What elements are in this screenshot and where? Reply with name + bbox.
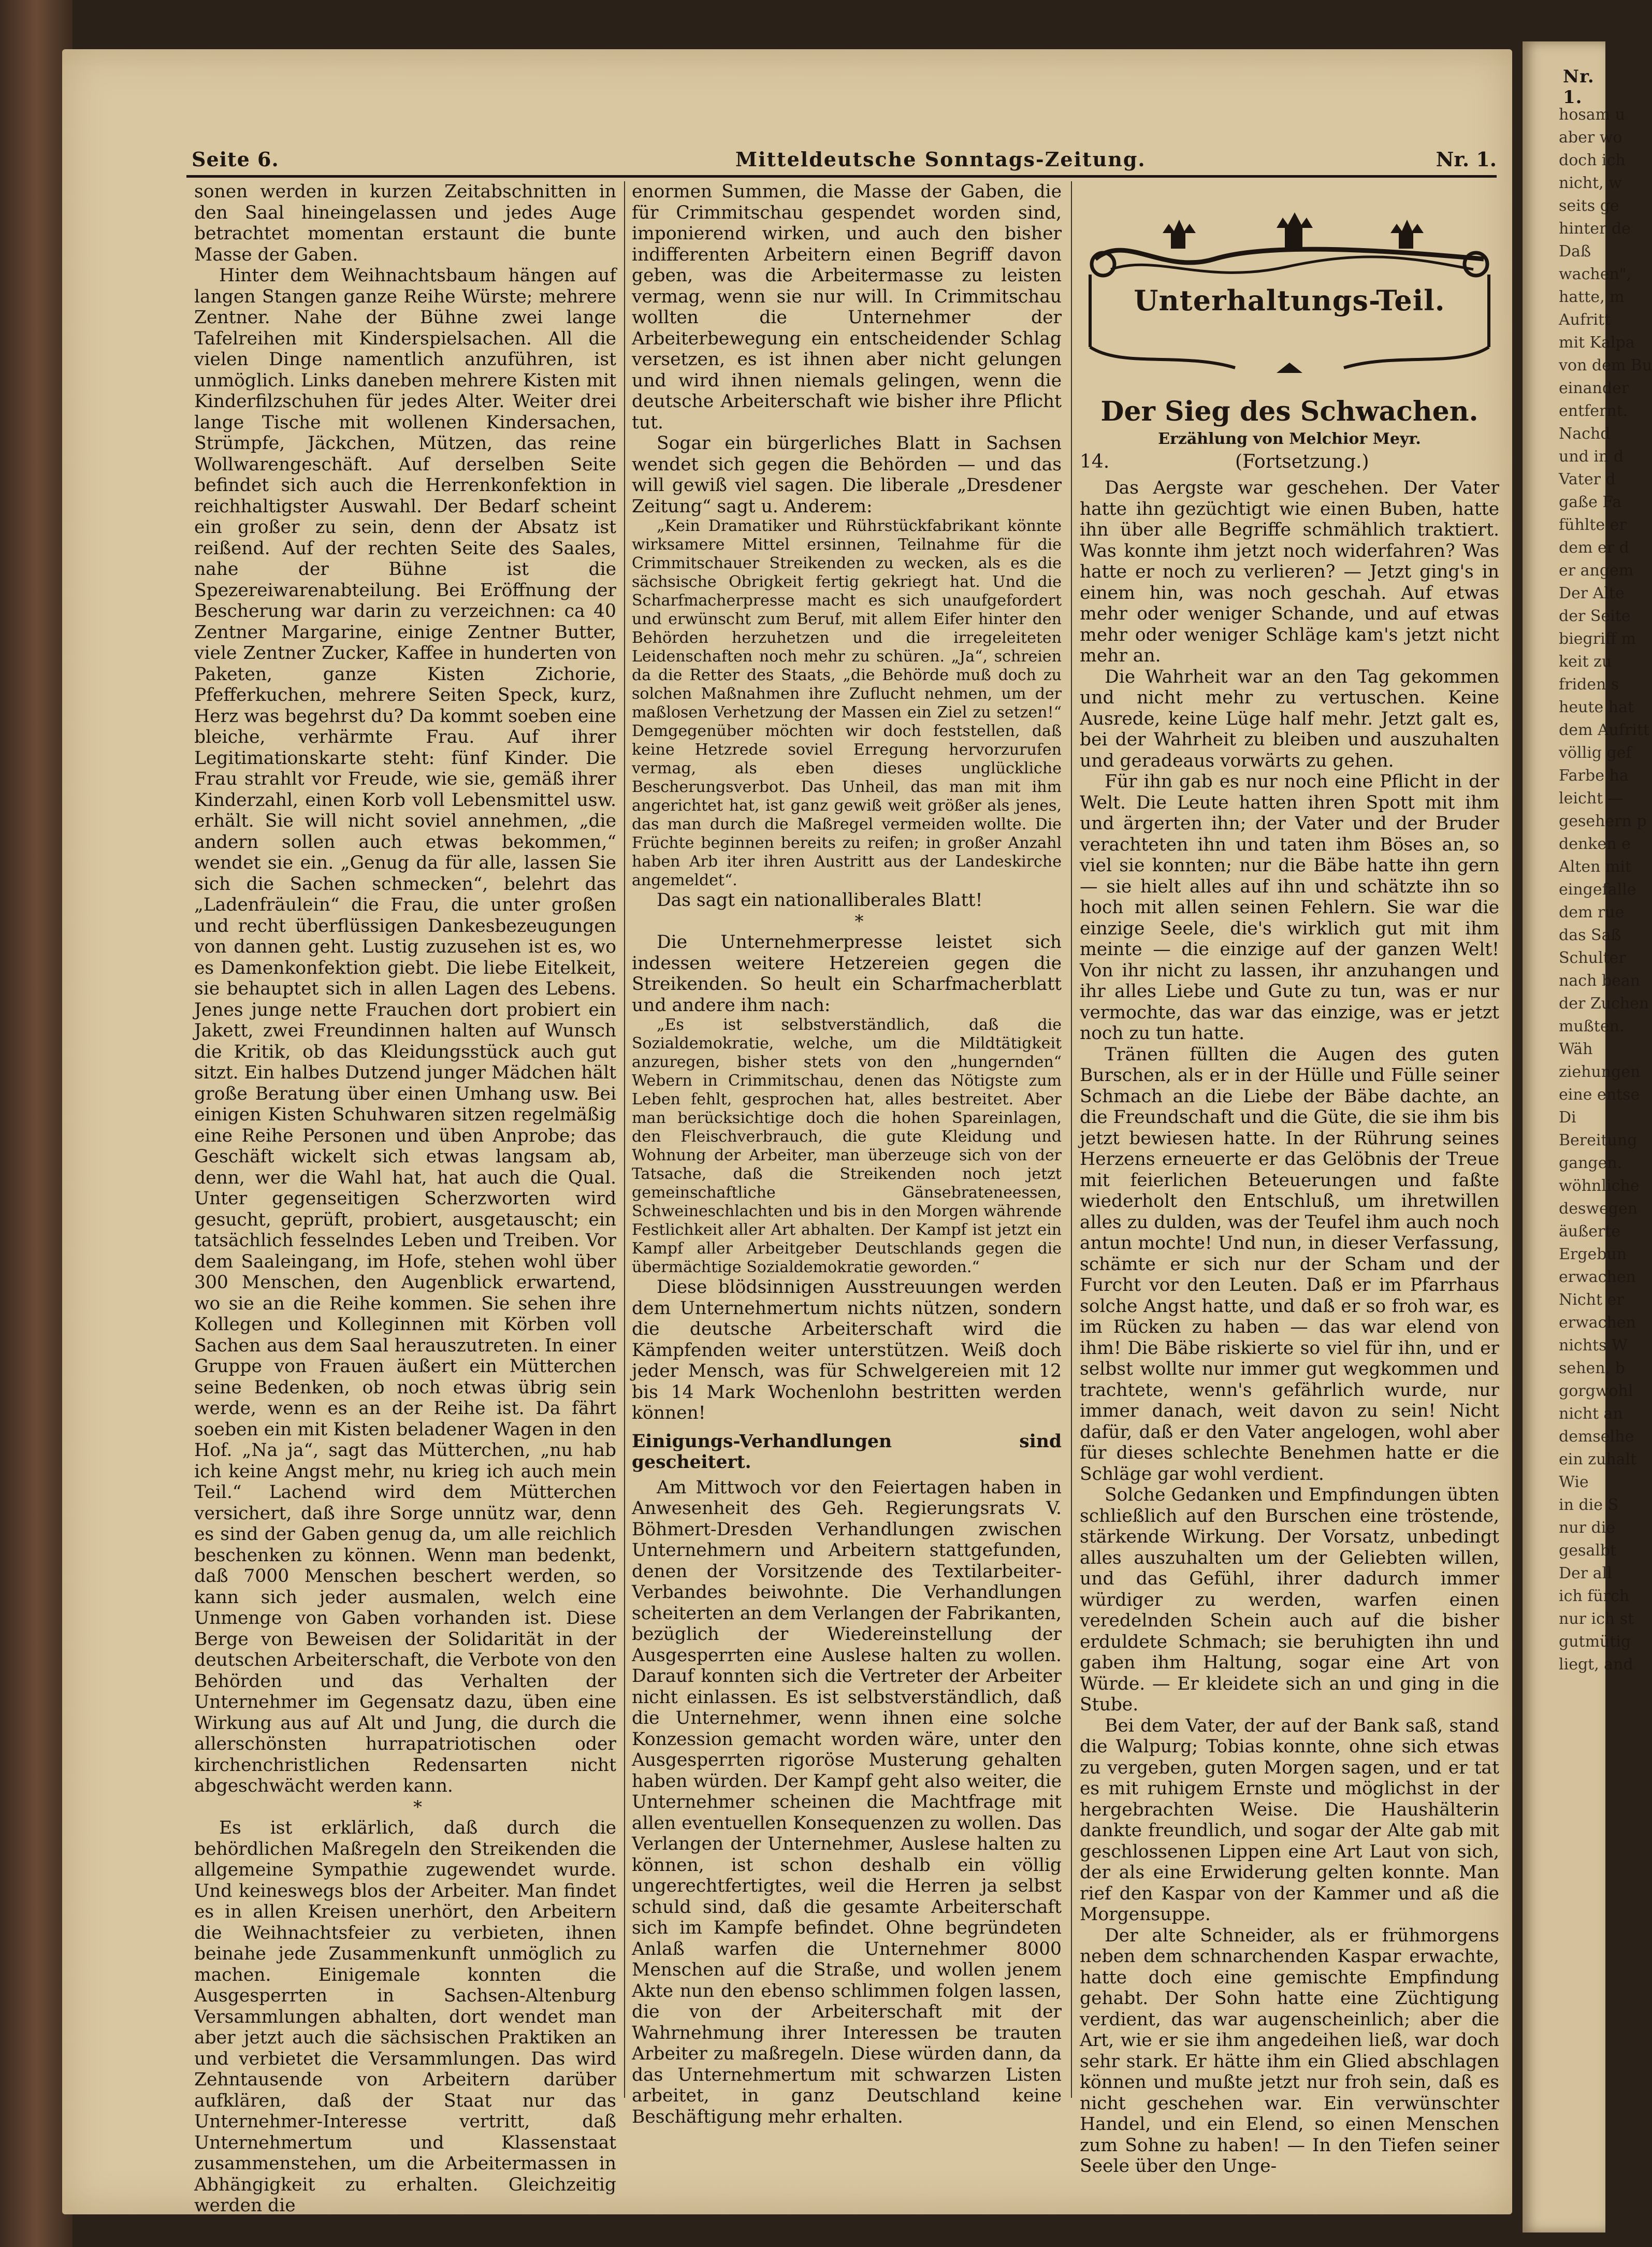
- adjacent-page-line: leicht —: [1559, 789, 1629, 808]
- adjacent-page-line: erwachen: [1559, 1314, 1636, 1332]
- story-paragraph: Die Wahrheit war an den Tag gekommen und nicht mehr zu vertuschen. Keine Ausrede, keine Lüge half mehr. Jetzt galt es, bei der Wahrheit zu bleiben und auszuhalten und geradeaus vorwärts zu gehen.: [1080, 666, 1499, 771]
- section-separator: *: [413, 1796, 422, 1818]
- adjacent-page-line: Schulter: [1559, 949, 1626, 967]
- adjacent-page-line: gesehern p: [1559, 812, 1647, 830]
- adjacent-page-line: ich fürch: [1559, 1587, 1630, 1605]
- adjacent-page-line: denken e: [1559, 835, 1631, 853]
- adjacent-page-line: Daß: [1559, 242, 1591, 261]
- adjacent-page-line: nach bean: [1559, 972, 1641, 990]
- adjacent-page-line: Nicht er: [1559, 1291, 1624, 1309]
- article-column-2: [632, 181, 1062, 2127]
- adjacent-page-line: er angem: [1559, 561, 1634, 580]
- adjacent-page-line: hosam u: [1559, 106, 1625, 124]
- article-column-1: [194, 181, 616, 2216]
- adjacent-page-line: nicht an: [1559, 1405, 1623, 1423]
- section-title: Unterhaltungs-Teil.: [1134, 284, 1445, 317]
- adjacent-page-line: Ergebun: [1559, 1245, 1627, 1263]
- adjacent-page-line: gesalbt: [1559, 1542, 1617, 1560]
- adjacent-page-line: mußten.: [1559, 1017, 1625, 1035]
- adjacent-page-line: gangen.: [1559, 1154, 1622, 1172]
- book-binding: [0, 0, 73, 2247]
- adjacent-page-line: dem er d: [1559, 539, 1629, 557]
- story-paragraph: Tränen füllten die Augen des guten Burschen, als er in der Hülle und Fülle seiner Schmach an die Liebe der Bäbe dachte, an die Freundschaft und die Güte, die sie ihm bis jetzt bewiesen hatte. In der Rührung seines Herzens erneuerte er das Gelöbnis der Treue mit feierlichen Beteuerungen und faßte wiederholt den Entschluß, um ihretwillen alles zu dulden, was der Teufel ihm auch noch antun mochte! Und nun, in dieser Verfassung, schämte er sich nur der Scham und der Furcht vor den Leuten. Daß er im Pfarrhaus solche Angst hatte, und daß er so froh war, es im Rücken zu haben — das war elend von ihm! Die Bäbe riskierte so viel für ihn, und er selbst wollte nur immer gut wegkommen und trachtete, wenn's gefährlich wurde, nur immer danach, weit davon zu sein! Nicht dafür, daß er den Vater angelogen, wohl aber für dieses schlechte Benehmen hatte er die Schläge gar wohl verdient.: [1080, 1044, 1499, 1485]
- adjacent-page-line: dem rue: [1559, 903, 1625, 921]
- adjacent-page-line: wöhnliche: [1559, 1177, 1640, 1195]
- adjacent-page-line: gutmütig: [1559, 1633, 1631, 1651]
- adjacent-page-line: ein zuhalt: [1559, 1450, 1637, 1468]
- story-author: Erzählung von Melchior Meyr.: [1158, 429, 1421, 448]
- story-part-line: [1080, 452, 1499, 474]
- adjacent-page-line: das Saß: [1559, 926, 1621, 944]
- adjacent-page-edge: [1523, 41, 1652, 2232]
- adjacent-page-line: nur ich st: [1559, 1610, 1634, 1628]
- adjacent-page-line: erwachen: [1559, 1268, 1636, 1286]
- adjacent-page-line: eingefalle: [1559, 881, 1636, 899]
- adjacent-page-line: deswegen: [1559, 1200, 1638, 1218]
- page-header: [114, 148, 1497, 179]
- adjacent-page-line: völlig gef: [1559, 744, 1632, 762]
- story-paragraph: Das Aergste war geschehen. Der Vater hatte ihn gezüchtigt wie einen Buben, hatte ihn über alle Begriffe schmählich traktiert. Was konnte ihm jetzt noch widerfahren? Was hatte er noch zu verlieren? — Jetzt ging's in einem hin, was noch geschah. Auf etwas mehr oder weniger Schande, und auf etwas mehr oder weniger Schläge kam's jetzt nicht mehr an.: [1080, 478, 1499, 666]
- article-heading: Einigungs-Verhandlungen sind gescheitert.: [632, 1431, 1062, 1473]
- adjacent-page-line: eine entse: [1559, 1086, 1640, 1104]
- adjacent-page-line: seits ge: [1559, 197, 1619, 215]
- adjacent-page-line: ziehungen: [1559, 1063, 1641, 1081]
- adjacent-page-header: Nr. 1.: [1563, 66, 1595, 108]
- adjacent-page-line: gorgwohl: [1559, 1382, 1633, 1400]
- adjacent-page-line: und in d: [1559, 448, 1624, 466]
- paragraph: „Kein Dramatiker und Rührstückfabrikant könnte wirksamere Mittel ersinnen, Teilnahme für die Crimmitschauer Streikenden zu wecken, als es die sächsische Obrigkeit fertig gekriegt hat. Und die Scharfmacherpresse macht es sich unaufgefordert und erwünscht zum Beruf, mit allem Eifer hinter den Behörden herzuhetzen und die irregeleiteten Leidenschaften noch mehr zu schüren. „Ja“, schreien da die Retter des Staats, „die Behörde muß doch zu solchen Maßnahmen ihre Zuflucht nehmen, um der maßlosen Verhetzung der Massen ein Ziel zu setzen!“ Demgegenüber möchten wir doch feststellen, daß keine Hetzrede soviel Erregung hervorzurufen vermag, als eben dieses unglückliche Bescherungsverbot. Das Unheil, das man mit ihm angerichtet hat, ist ganz gewiß weit größer als jenes, das man durch die Maßregel vermeiden wollte. Die Früchte beginnen bereits zu reifen; in großer Anzahl haben Arb iter ihren Austritt aus der Landeskirche angemeldet“.: [632, 517, 1062, 889]
- adjacent-page-line: nichts W: [1559, 1336, 1628, 1355]
- adjacent-page-line: mit Kalpa: [1559, 334, 1635, 352]
- adjacent-page-line: Aufritt: [1559, 311, 1611, 329]
- adjacent-page-line: nicht, w: [1559, 174, 1622, 192]
- adjacent-page-line: Farbe ha: [1559, 767, 1629, 785]
- adjacent-page-line: Nachd: [1559, 425, 1611, 443]
- column-divider: [624, 181, 625, 2098]
- adjacent-page-line: einander: [1559, 379, 1629, 397]
- continuation-note: (Fortsetzung.): [1235, 451, 1369, 472]
- adjacent-page-line: dem Aufritt: [1559, 721, 1650, 739]
- paragraph: Das sagt ein nationalliberales Blatt!: [657, 890, 983, 911]
- adjacent-page-line: der Zuchen: [1559, 995, 1649, 1013]
- adjacent-page-line: liegt, and: [1559, 1655, 1633, 1674]
- adjacent-page-line: Di: [1559, 1108, 1576, 1127]
- adjacent-page-line: der Seite: [1559, 607, 1631, 625]
- column-divider: [1071, 181, 1072, 2098]
- paragraph: „Es ist selbstverständlich, daß die Sozialdemokratie, welche, um die Mildtätigkeit anzuregen, bisher stets von den „hungernden“ Webern in Crimmitschau, denen das Nötigste zum Leben fehlt, gesprochen hat, alles bestreitet. Aber man berücksichtige doch die hohen Spareinlagen, den Fleischverbrauch, die gute Kleidung und Wohnung der Arbeiter, man überzeuge sich von der Tatsache, daß die Streikenden noch jetzt gemeinschaftliche Gänsebrateneessen, Schweineschlachten und bis in den Morgen währende Festlichkeit aller Art abhalten. Der Kampf ist jetzt ein Kampf aller Arbeitgeber Deutschlands gegen die übermächtige Sozialdemokratie geworden.“: [632, 1016, 1062, 1276]
- part-number: 14.: [1080, 451, 1110, 472]
- paragraph: Es ist erklärlich, daß durch die behördlichen Maßregeln den Streikenden die allgemeine Sympathie zugewendet wurde. Und keineswegs blos der Arbeiter. Man findet es in allen Kreisen unerhört, den Arbeitern die Weihnachtsfeier zu verbieten, ihnen beinahe jede Zusammenkunft unmöglich zu machen. Einigemale konnten die Ausgesperrten in Sachsen-Altenburg Versammlungen abhalten, dort wendet man aber jetzt auch die sächsischen Praktiken an und verbietet die Versammlungen. Das wird Zehntausende von Arbeitern darüber aufklären, daß der Staat nur das Unternehmer-Interesse vertritt, daß Unternehmertum und Klassenstaat zusammenstehen, um die Arbeitermassen in Abhängigkeit zu erhalten. Gleichzeitig werden die: [194, 1818, 616, 2216]
- adjacent-page-line: Der all: [1559, 1564, 1612, 1582]
- adjacent-page-line: gaße Fa: [1559, 493, 1622, 511]
- paragraph: enormen Summen, die Masse der Gaben, die für Crimmitschau gespendet worden sind, imponierend wirken, und auch den bisher indifferenten Arbeitern einen Begriff davon geben, was die Arbeitermasse zu leisten vermag, wenn sie nur will. In Crimmitschau wollten die Unternehmer der Arbeiterbewegung ein entscheidender Schlag versetzen, es ist ihnen aber nicht gelungen und wird ihnen niemals gelingen, wenn die deutsche Arbeiterschaft wie bisher ihre Pflicht tut.: [632, 181, 1062, 433]
- adjacent-page-line: Bereitung: [1559, 1131, 1637, 1149]
- adjacent-page-line: äußerte: [1559, 1222, 1621, 1241]
- paragraph: Diese blödsinnigen Ausstreuungen werden dem Unternehmertum nichts nützen, sondern die deutsche Arbeiterschaft wird die Kämpfenden weiter unterstützen. Weiß doch jeder Mensch, was für Schwelgereien mit 12 bis 14 Mark Wochenlohn bestritten werden können!: [632, 1277, 1062, 1423]
- story-paragraph: Bei dem Vater, der auf der Bank saß, stand die Walpurg; Tobias konnte, ohne sich etwas zu vergeben, guten Morgen sagen, und er tat es mit ruhigem Ernste und möglichst in der hergebrachten Weise. Die Haushälterin dankte freundlich, und sogar der Alte gab mit geschlossenen Lippen eine Art Laut von sich, der als eine Erwiderung gelten konnte. Man rief den Kaspar von der Kammer und aß die Morgensuppe.: [1080, 1715, 1499, 1925]
- story-paragraph: Der alte Schneider, als er frühmorgens neben dem schnarchenden Kaspar erwachte, hatte doch eine gemischte Empfindung gehabt. Der Sohn hatte eine Züchtigung verdient, das war augenscheinlich; aber die Art, wie er sie ihm angedeihen ließ, war doch sehr stark. Er hätte ihm ein Glied abschlagen können und mußte jetzt nur froh sein, daß es nicht geschehen war. Ein verwünschter Handel, und ein Elend, so einen Menschen zum Sohne zu haben! — In den Tiefen seiner Seele über den Unge-: [1080, 1925, 1499, 2177]
- header-rule: [186, 175, 1497, 178]
- page-number: Seite 6.: [192, 148, 279, 171]
- adjacent-page-line: fühlte er: [1559, 516, 1627, 534]
- adjacent-page-line: keit zu: [1559, 653, 1612, 671]
- adjacent-page-line: biegriff m: [1559, 630, 1636, 648]
- adjacent-page-line: hinter de: [1559, 220, 1631, 238]
- adjacent-page-line: demselhe: [1559, 1428, 1634, 1446]
- paragraph: Am Mittwoch vor den Feiertagen haben in Anwesenheit des Geh. Regierungsrats V. Böhmert-Dresden Verhandlungen zwischen Unternehmern und Arbeitern stattgefunden, denen der Vorsitzende des Textilarbeiter-Verbandes beiwohnte. Die Verhandlungen scheiterten an dem Verlangen der Fabrikanten, bezüglich der Wiedereinstellung der Ausgesperrten eine Auslese halten zu wollen. Darauf konnten sich die Vertreter der Arbeiter nicht einlassen. Es ist selbstverständlich, daß die Unternehmer, wenn ihnen eine solche Konzession gemacht worden wäre, unter den Ausgesperrten rigoröse Musterung gehalten haben würden. Der Kampf geht also weiter, die Unternehmer scheinen die Machtfrage mit allen eventuellen Konsequenzen zu wollen. Das Verlangen der Unternehmer, Auslese halten zu können, ist schon deshalb ein völlig ungerechtfertigtes, weil die Herren ja selbst schuld sind, daß die gesamte Arbeiterschaft sich im Kampfe befindet. Ohne begründeten Anlaß warfen die Unternehmer 8000 Menschen auf die Straße, und wollen jenem Akte nun den ebenso schlimmen folgen lassen, die von der Arbeiterschaft mit der Wahrnehmung ihrer Interessen be trauten Arbeiter zu maßregeln. Diese würden dann, da das Unternehmertum mit schwarzen Listen arbeitet, in ganz Deutschland keine Beschäftigung mehr erhalten.: [632, 1477, 1062, 2127]
- paragraph: Die Unternehmerpresse leistet sich indessen weitere Hetzereien gegen die Streikenden. So heult ein Scharfmacherblatt und andere ihm nach:: [632, 932, 1062, 1016]
- adjacent-page-line: hatte, m: [1559, 288, 1625, 306]
- adjacent-page-line: nur die: [1559, 1519, 1616, 1537]
- adjacent-page-line: Wäh: [1559, 1040, 1593, 1058]
- story-paragraph: Solche Gedanken und Empfindungen übten schließlich auf den Burschen eine tröstende, stärkende Wirkung. Der Vorsatz, unbedingt alles auszuhalten um der Geliebten willen, und das Gefühl, ihrer dadurch immer würdiger zu werden, warfen einen veredelnden Schein auch auf die bisher erduldete Schmach; sie beruhigten ihn und gaben ihm Haltung, sogar eine Art von Würde. — Er kleidete sich an und ging in die Stube.: [1080, 1485, 1499, 1715]
- feuilleton-column: [1080, 181, 1499, 2177]
- adjacent-page-line: in die S: [1559, 1496, 1619, 1514]
- newspaper-title: Mitteldeutsche Sonntags-Zeitung.: [735, 148, 1146, 171]
- adjacent-page-line: sehen, b: [1559, 1359, 1625, 1377]
- adjacent-page-line: doch ich: [1559, 151, 1626, 169]
- adjacent-page-line: Der Alte: [1559, 584, 1625, 602]
- story-title: Der Sieg des Schwachen.: [1100, 396, 1479, 427]
- story-paragraph: Für ihn gab es nur noch eine Pflicht in der Welt. Die Leute hatten ihren Spott mit ihm und ärgerten ihn; der Vater und der Bruder verachteten ihn und taten ihm Böses an, so viel sie konnten; nur die Bäbe hatte ihn gern — sie hielt alles auf ihn und schätzte ihn so hoch mit allen seinen Fehlern. Sie war die einzige Seele, die's wirklich gut mit ihm meinte — die einzige auf der ganzen Welt! Von ihr nicht zu lassen, ihr anzuhangen und ihr alles Liebe und Gute zu tun, was er nur vermochte, das war das einzige, was er jetzt noch zu tun hatte.: [1080, 771, 1499, 1044]
- adjacent-page-line: Vater d: [1559, 470, 1616, 488]
- adjacent-page-line: entfernt.: [1559, 402, 1628, 420]
- adjacent-page-line: heute hat: [1559, 698, 1634, 716]
- section-separator: *: [854, 911, 864, 932]
- adjacent-page-line: wachen",: [1559, 265, 1632, 283]
- story-text: [1080, 478, 1499, 2177]
- section-ornament: [1080, 212, 1499, 383]
- adjacent-page-line: Wie: [1559, 1473, 1589, 1491]
- adjacent-page-line: friden s: [1559, 675, 1619, 694]
- issue-number: Nr. 1.: [1436, 148, 1497, 171]
- adjacent-page-line: Alten mit: [1559, 858, 1632, 876]
- paragraph: Hinter dem Weihnachtsbaum hängen auf langen Stangen ganze Reihe Würste; mehrere Zentner. Nahe der Bühne zwei lange Tafelreihen mit Kinderspielsachen. All die vielen Dinge namentlich anzuführen, ist unmöglich. Links daneben mehrere Kisten mit Kinderfilzschuhen für jedes Alter. Weiter drei lange Tische mit wollenen Kindersachen, Strümpfe, Jäckchen, Mützen, das reine Wollwarengeschäft. Auf derselben Seite befindet sich auch die Herrenkonfektion in reichhaltigster Auswahl. Der Bedarf scheint ein großer zu sein, denn der Absatz ist reißend. Auf der rechten Seite des Saales, nahe der Bühne ist die Spezereiwarenabteilung. Bei Eröffnung der Bescherung war darin zu verzeichnen: ca 40 Zentner Margarine, einige Zentner Butter, viele Zentner Zucker, Kaffee in hunderten von Paketen, ganze Kisten Zichorie, Pfefferkuchen, mehrere Seiten Speck, kurz, Herz was begehrst du? Da kommt soeben eine bleiche, verhärmte Frau. Auf ihrer Legitimationskarte steht: fünf Kinder. Die Frau strahlt vor Freude, wie sie, gemäß ihrer Kinderzahl, einen Korb voll Lebensmittel usw. erhält. Sie will nicht soviel annehmen, „die andern sollen auch etwas bekommen,“ wendet sie ein. „Genug da für alle, lassen Sie sich die Sachen schmecken“, belehrt das „Ladenfräulein“ die Frau, die unter großen und recht überflüssigen Dankesbezeugungen von dannen geht. Lustig zuzusehen ist es, wo es Damenkonfektion giebt. Die liebe Eitelkeit, sie behauptet sich in allen Lagen des Lebens. Jenes junge nette Frauchen dort probiert ein Jakett, zwei Freundinnen halten auf Wunsch die Kritik, ob das Kleidungsstück auch gut sitzt. Ein halbes Dutzend junger Mädchen hält große Beratung über einen Umhang usw. Bei einigen Kisten Schuhwaren sitzen regelmäßig eine Reihe Personen und üben Anprobe; das Geschäft wickelt sich etwas langsam ab, denn, wer die Wahl hat, hat auch die Qual. Unter gegenseitigen Scherzworten wird gesucht, geprüft, probiert, ausgetauscht; ein tatsächlich fesselndes Leben und Treiben. Vor dem Saaleingang, im Hofe, stehen wohl über 300 Menschen, den Augenblick erwartend, wo sie an die Reihe kommen. Sie sehen ihre Kollegen und Kolleginnen mit Körben voll Sachen aus dem Saal herauszutreten. In einer Gruppe von Frauen äußert ein Mütterchen seine Bedenken, ob noch etwas übrig sein werde, wenn es an der Reihe ist. Da fährt soeben ein mit Kisten beladener Wagen in den Hof. „Na ja“, sagt das Mütterchen, „nu hab ich keine Angst mehr, nu krieg ich auch mein Teil.“ Lachend wird dem Mütterchen versichert, daß ihre Sorge unnütz war, denn es sind der Gaben genug da, um alle reichlich beschenken zu können. Wenn man bedenkt, daß 7000 Menschen beschert werden, so kann sich jeder ausmalen, welch eine Unmenge von Gaben vorhanden ist. Diese Berge von Beweisen der Solidarität in der deutschen Arbeiterschaft, die Verbote von den Behörden und das Verhalten der Unternehmer im Gegensatz dazu, üben eine Wirkung aus auf Alt und Jung, die durch die allerschönsten hurrapatriotischen oder kirchenchristlichen Redensarten nicht abgeschwächt werden kann.: [194, 265, 616, 1796]
- paragraph: sonen werden in kurzen Zeitabschnitten in den Saal hineingelassen und jedes Auge betrachtet momentan erstaunt die bunte Masse der Gaben.: [194, 181, 616, 265]
- paragraph: Sogar ein bürgerliches Blatt in Sachsen wendet sich gegen die Behörden — und das will gewiß viel sagen. Die liberale „Dresdener Zeitung“ sagt u. Anderem:: [632, 433, 1062, 517]
- adjacent-page-line: aber wo: [1559, 128, 1622, 147]
- adjacent-page-line: von dem Bu: [1559, 356, 1652, 375]
- adjacent-page-text: [1559, 104, 1652, 2212]
